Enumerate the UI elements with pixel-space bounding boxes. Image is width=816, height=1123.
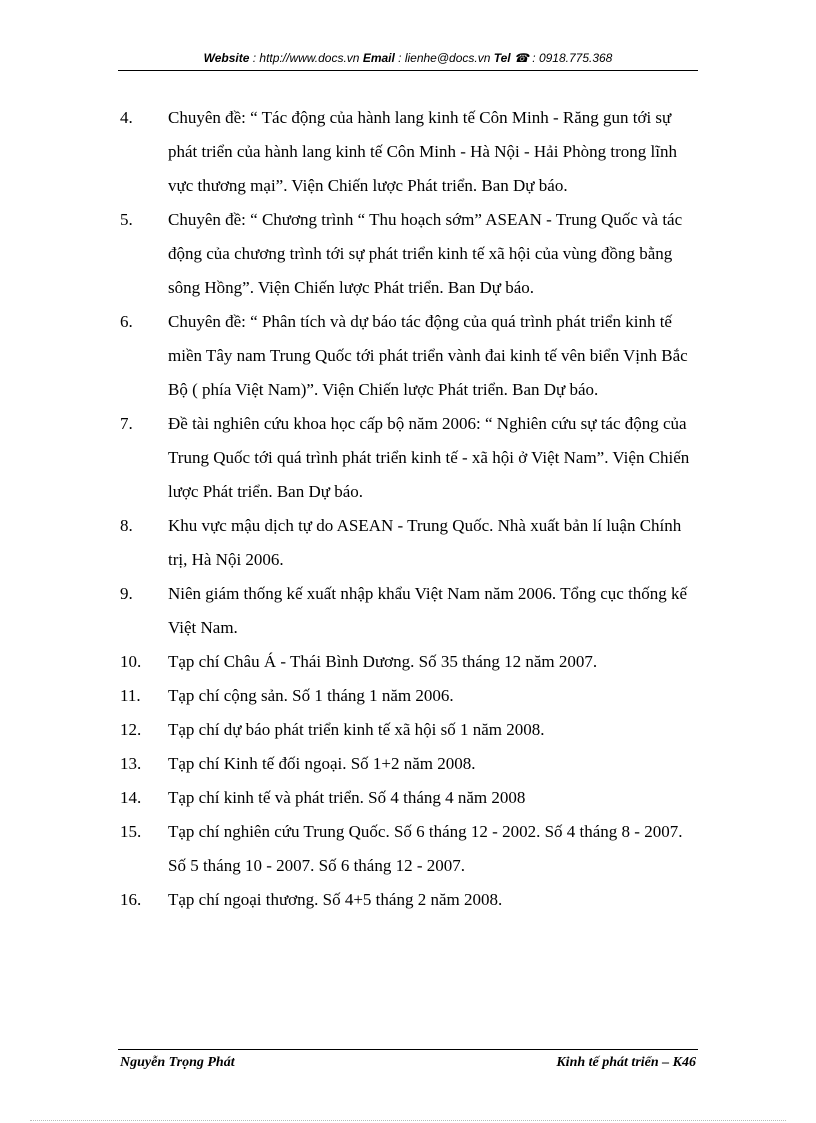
reference-number: 8. (120, 516, 133, 535)
reference-number: 15. (120, 822, 142, 841)
tel-value: : 0918.775.368 (528, 51, 613, 65)
footer-rule (118, 1049, 698, 1050)
reference-text: Niên giám thống kế xuất nhập khẩu Việt Nam năm 2006. Tổng cục thống kế Việt Nam. (168, 584, 688, 637)
reference-number: 13. (120, 754, 142, 773)
reference-text: Tạp chí nghiên cứu Trung Quốc. Số 6 tháng 12 - 2002. Số 4 tháng 8 - 2007. Số 5 tháng 10 - 2007. Số 6 tháng 12 - 2007. (168, 822, 683, 875)
reference-item (120, 577, 695, 645)
footer-course: Kinh tế phát triển – K46 (556, 1055, 696, 1070)
reference-text: Tạp chí dự báo phát triển kinh tế xã hội số 1 năm 2008. (168, 720, 545, 739)
email-label: Email (362, 51, 395, 65)
phone-icon: ☎ (513, 51, 529, 65)
reference-text: Tạp chí ngoại thương. Số 4+5 tháng 2 năm 2008. (168, 890, 503, 909)
reference-text: Tạp chí Kinh tế đối ngoại. Số 1+2 năm 2008. (168, 754, 476, 773)
page-edge-dots (30, 1120, 786, 1121)
reference-number: 5. (120, 210, 133, 229)
footer-author: Nguyễn Trọng Phát (120, 1055, 235, 1070)
reference-item (120, 883, 695, 917)
reference-list (120, 101, 695, 917)
reference-item (120, 203, 695, 305)
reference-item (120, 407, 695, 509)
reference-number: 4. (120, 108, 133, 127)
reference-number: 11. (120, 686, 141, 705)
reference-text: Chuyên đề: “ Tác động của hành lang kinh tế Côn Minh - Răng gun tới sự phát triển của hành lang kinh tế Côn Minh - Hà Nội - Hải Phòng trong lĩnh vực thương mại”. Viện Chiến lược Phát triển. Ban Dự báo. (168, 108, 677, 195)
reference-number: 6. (120, 312, 133, 331)
reference-text: Chuyên đề: “ Chương trình “ Thu hoạch sớm” ASEAN - Trung Quốc và tác động của chương trình tới sự phát triển kinh tế xã hội của vùng đồng bằng sông Hồng”. Viện Chiến lược Phát triển. Ban Dự báo. (168, 210, 683, 297)
reference-text: Tạp chí Châu Á - Thái Bình Dương. Số 35 tháng 12 năm 2007. (168, 652, 598, 671)
reference-item (120, 509, 695, 577)
page-header (118, 51, 698, 65)
email-value: : lienhe@docs.vn (394, 51, 494, 65)
reference-text: Khu vực mậu dịch tự do ASEAN - Trung Quốc. Nhà xuất bản lí luận Chính trị, Hà Nội 2006. (168, 516, 682, 569)
reference-item (120, 781, 695, 815)
tel-label: Tel (493, 51, 511, 65)
reference-item (120, 305, 695, 407)
reference-item (120, 679, 695, 713)
reference-text: Chuyên đề: “ Phân tích và dự báo tác động của quá trình phát triển kinh tế miền Tây nam Trung Quốc tới phát triển vành đai kinh tế vên biển Vịnh Bắc Bộ ( phía Việt Nam)”. Viện Chiến lược Phát triển. Ban Dự báo. (168, 312, 688, 399)
reference-number: 10. (120, 652, 142, 671)
reference-number: 16. (120, 890, 142, 909)
header-rule (118, 70, 698, 71)
reference-text: Đề tài nghiên cứu khoa học cấp bộ năm 2006: “ Nghiên cứu sự tác động của Trung Quốc tới quá trình phát triển kinh tế - xã hội ở Việt Nam”. Viện Chiến lược Phát triển. Ban Dự báo. (168, 414, 690, 501)
reference-item (120, 645, 695, 679)
reference-text: Tạp chí kinh tế và phát triển. Số 4 tháng 4 năm 2008 (168, 788, 526, 807)
reference-item (120, 101, 695, 203)
reference-item (120, 713, 695, 747)
reference-number: 9. (120, 584, 133, 603)
reference-text: Tạp chí cộng sản. Số 1 tháng 1 năm 2006. (168, 686, 454, 705)
website-value: : http://www.docs.vn (249, 51, 363, 65)
website-label: Website (203, 51, 250, 65)
reference-number: 7. (120, 414, 133, 433)
reference-number: 12. (120, 720, 142, 739)
reference-item (120, 815, 695, 883)
reference-number: 14. (120, 788, 142, 807)
reference-item (120, 747, 695, 781)
